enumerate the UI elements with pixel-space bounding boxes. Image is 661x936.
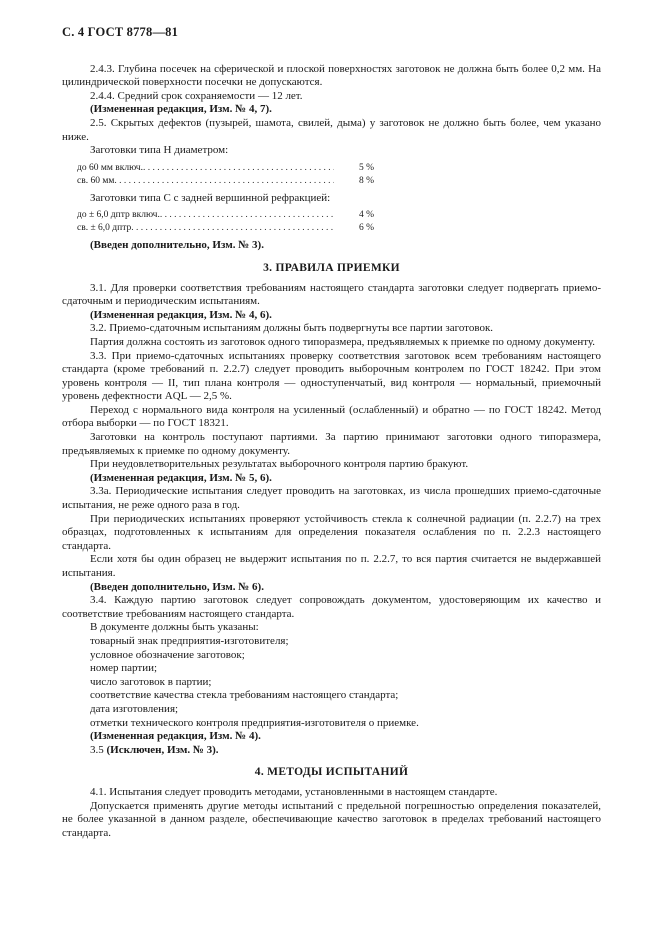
clause-2-4-3: 2.4.3. Глубина посечек на сферической и плоской поверхностях заготовок не должна быть более 0,2 мм. На цилиндрической поверхности посечки не допускаются.: [62, 62, 601, 89]
section-3-title: 3. ПРАВИЛА ПРИЕМКИ: [263, 261, 400, 274]
section-4-title: 4. МЕТОДЫ ИСПЫТАНИЙ: [254, 766, 409, 779]
clause-3-3a-text: Если хотя бы один образец не выдержит испытания по п. 2.2.7, то вся партия считается не выдержавшей испытания.: [62, 553, 601, 579]
type-c-title: Заготовки типа С с задней вершинной рефракцией:: [90, 191, 331, 204]
amendment-note: (Исключен, Изм. № 3).: [106, 743, 219, 756]
list-item: дата изготовления;: [90, 702, 179, 715]
row-label: до 60 мм включ.: [77, 162, 143, 173]
amendment-note: (Измененная редакция, Изм. № 5, 6).: [90, 471, 272, 484]
clause-4-1: 4.1. Испытания следует проводить методами, установленными в настоящем стандарте.: [90, 785, 498, 798]
clause-3-3a: 3.3а. Периодические испытания следует проводить на заготовках, из числа прошедших приемо-сдаточные испытания, не реже одного раза в год.: [62, 485, 601, 512]
amendment-note: (Введен дополнительно, Изм. № 6).: [90, 580, 264, 593]
amendment-note: (Измененная редакция, Изм. № 4).: [90, 730, 261, 743]
clause-3-3: 3.3. При приемо-сдаточных испытаниях проверку соответствия заготовок всем требованиям настоящего стандарта (кроме требований п. 2.2.7) следует проводить выборочным контролем по ГОСТ 18242. При этом уровень контроля — II, тип плана контроля — одноступенчатый, вид контроля — нормальный, приемочный уровень дефектности AQL — 2,5 %.: [62, 349, 601, 403]
amendment-note: (Введен дополнительно, Изм. № 3).: [90, 239, 264, 252]
clause-3-2: 3.2. Приемо-сдаточным испытаниям должны быть подвергнуты все партии заготовок.: [90, 322, 494, 335]
row-value: 8 %: [358, 175, 374, 186]
clause-3-4: 3.4. Каждую партию заготовок следует сопровождать документом, удостоверяющим их качество и соответствие требованиям настоящего стандарта.: [62, 594, 601, 620]
clause-3-3-text: Заготовки на контроль поступают партиями. За партию принимают заготовки одного типоразмера, предъявляемых к приемке по одному документу.: [62, 431, 601, 457]
table-row: [62, 209, 374, 222]
page-header: С. 4 ГОСТ 8778—81: [62, 25, 179, 39]
list-item: условное обозначение заготовок;: [90, 648, 245, 661]
clause-2-4-4: 2.4.4. Средний срок сохраняемости — 12 лет.: [90, 89, 303, 102]
clause-2-5: 2.5. Скрытых дефектов (пузырей, шамота, свилей, дыма) у заготовок не должно быть более, чем указано ниже.: [62, 116, 601, 143]
table-row: [62, 175, 374, 188]
row-value: 4 %: [358, 210, 374, 221]
clause-3-3a-text: При периодических испытаниях проверяют устойчивость стекла к солнечной радиации (п. 2.2.7) на трех образцах, подготовленных к испытаниям для определения показателя ослабления по п. 2.2.3 настоящего стандарта.: [62, 512, 601, 552]
clause-3-4-intro: В документе должны быть указаны:: [90, 621, 259, 634]
list-item: номер партии;: [90, 662, 158, 675]
clause-3-3-text: При неудовлетворительных результатах выборочного контроля партию бракуют.: [90, 458, 469, 471]
list-item: товарный знак предприятия-изготовителя;: [90, 634, 289, 647]
clause-4-1-text: Допускается применять другие методы испытаний с предельной погрешностью определения показателей, не более указанной в данном разделе, обеспечивающие качество заготовок в пределах требований настоящего стандарта.: [62, 799, 601, 839]
type-n-table: [62, 162, 374, 188]
row-value: 5 %: [358, 162, 374, 173]
row-label: до ± 6,0 дптр включ.: [77, 210, 160, 221]
clause-3-3-text: Переход с нормального вида контроля на усиленный (ослабленный) и обратно — по ГОСТ 18242. Метод отбора выборки — по ГОСТ 18321.: [62, 403, 601, 430]
clause-3-1: 3.1. Для проверки соответствия требованиям настоящего стандарта заготовки следует подвергать приемо-сдаточным и периодическим испытаниям.: [62, 281, 601, 308]
clause-3-5: [62, 744, 601, 758]
type-n-title: Заготовки типа Н диаметром:: [90, 144, 229, 157]
list-item: соответствие качества стекла требованиям настоящего стандарта;: [90, 689, 399, 702]
amendment-note: (Измененная редакция, Изм. № 4, 7).: [90, 103, 272, 116]
list-item: отметки технического контроля предприятия-изготовителя о приемке.: [90, 716, 419, 729]
table-row: [62, 222, 374, 235]
row-value: 6 %: [358, 223, 374, 234]
amendment-note: (Измененная редакция, Изм. № 4, 6).: [90, 308, 272, 321]
row-label: св. 60 мм: [77, 175, 115, 186]
type-c-table: [62, 209, 374, 235]
clause-3-2-text: Партия должна состоять из заготовок одного типоразмера, предъявляемых к приемке по одному документу.: [90, 335, 596, 348]
clause-number: 3.5: [90, 743, 104, 756]
list-item: число заготовок в партии;: [90, 675, 212, 688]
table-row: [62, 162, 374, 175]
row-label: св. ± 6,0 дптр: [77, 223, 132, 234]
